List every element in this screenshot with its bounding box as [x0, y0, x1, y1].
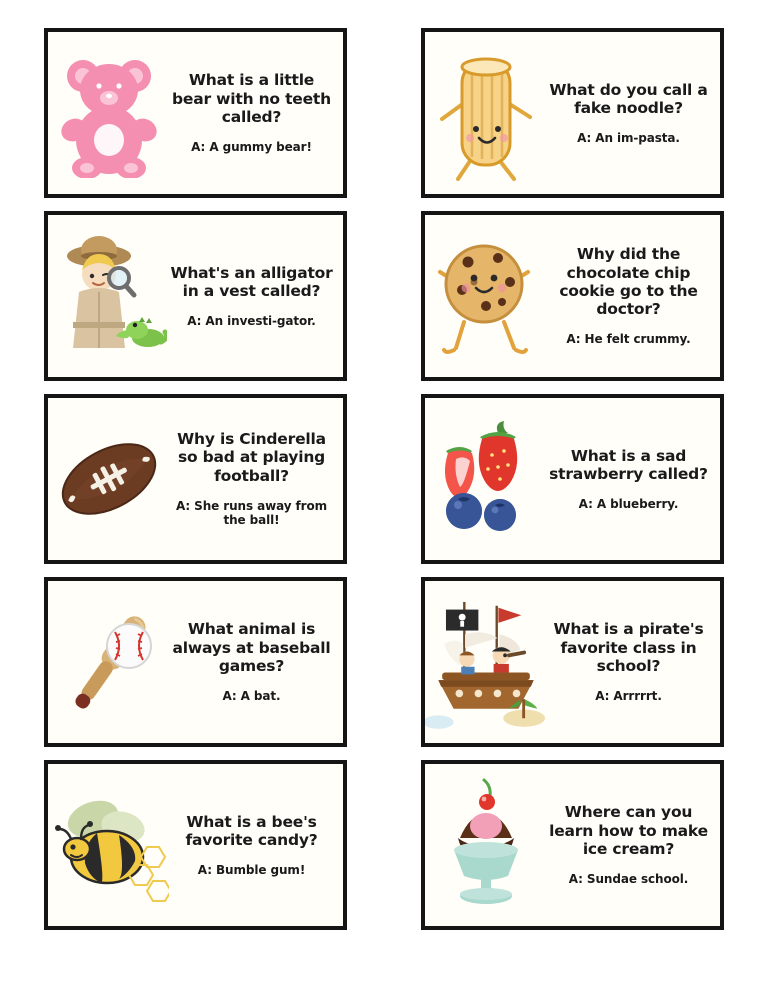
- detective-alligator-icon: [48, 215, 170, 377]
- joke-question: Where can you learn how to make ice cream?: [549, 803, 708, 858]
- card-text: [170, 398, 343, 560]
- card-text: [547, 215, 720, 377]
- joke-question: What is a bee's favorite candy?: [185, 812, 318, 849]
- chocolate-chip-cookie-icon: [425, 215, 547, 377]
- joke-question: What animal is always at baseball games?: [172, 620, 331, 675]
- joke-question: Why is Cinderella so bad at playing football?: [177, 430, 326, 485]
- joke-answer: A: A blueberry.: [578, 497, 679, 512]
- card-text: [170, 764, 343, 926]
- baseball-bat-icon: [48, 581, 170, 743]
- strawberry-blueberry-icon: [425, 398, 547, 560]
- joke-card[interactable]: [44, 28, 347, 198]
- joke-answer: A: She runs away from the ball!: [175, 499, 327, 528]
- joke-answer: A: Arrrrrt.: [595, 689, 662, 704]
- card-row: [44, 28, 724, 198]
- joke-card[interactable]: [421, 577, 724, 747]
- joke-answer: A: An investi-gator.: [187, 314, 316, 329]
- joke-answer: A: Sundae school.: [568, 872, 689, 887]
- pasta-noodle-icon: [425, 32, 547, 194]
- card-text: [170, 215, 343, 377]
- joke-question: Why did the chocolate chip cookie go to the doctor?: [559, 245, 698, 319]
- joke-answer: A: A gummy bear!: [191, 140, 312, 155]
- card-row: [44, 394, 724, 564]
- joke-card[interactable]: [44, 211, 347, 381]
- joke-question: What do you call a fake noodle?: [549, 80, 708, 117]
- joke-answer: A: Bumble gum!: [197, 863, 306, 878]
- joke-card[interactable]: [44, 760, 347, 930]
- card-row: [44, 211, 724, 381]
- joke-answer: A: A bat.: [222, 689, 281, 704]
- card-row: [44, 577, 724, 747]
- joke-question: What is a sad strawberry called?: [549, 446, 708, 483]
- football-icon: [48, 398, 170, 560]
- card-text: [547, 32, 720, 194]
- card-text: [170, 581, 343, 743]
- joke-card[interactable]: [421, 211, 724, 381]
- card-text: [547, 581, 720, 743]
- pirate-ship-icon: [425, 581, 547, 743]
- joke-question: What is a little bear with no teeth called?: [172, 71, 331, 126]
- ice-cream-sundae-icon: [425, 764, 547, 926]
- card-row: [44, 760, 724, 930]
- joke-answer: A: He felt crummy.: [566, 332, 691, 347]
- bee-icon: [48, 764, 170, 926]
- joke-answer: A: An im-pasta.: [577, 131, 680, 146]
- joke-question: What's an alligator in a vest called?: [170, 263, 333, 300]
- joke-card[interactable]: [44, 394, 347, 564]
- joke-card[interactable]: [421, 28, 724, 198]
- joke-card[interactable]: [421, 394, 724, 564]
- joke-card[interactable]: [421, 760, 724, 930]
- joke-question: What is a pirate's favorite class in school?: [553, 620, 704, 675]
- teddy-bear-icon: [48, 32, 170, 194]
- card-text: [170, 32, 343, 194]
- card-text: [547, 764, 720, 926]
- card-text: [547, 398, 720, 560]
- joke-card[interactable]: [44, 577, 347, 747]
